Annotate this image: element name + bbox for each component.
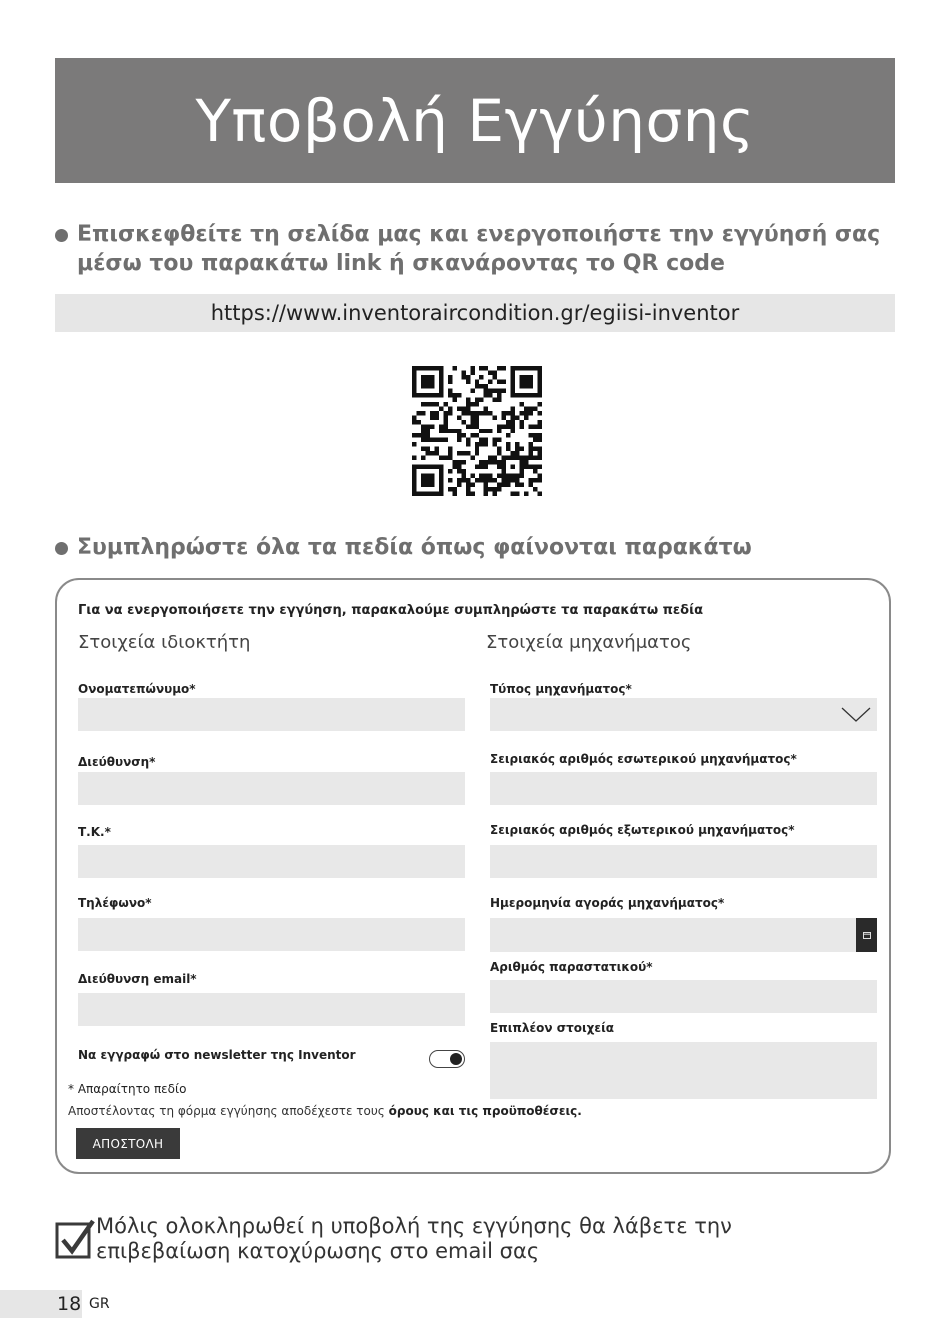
- outdoor-serial-input[interactable]: [490, 845, 877, 878]
- owner-section-title: Στοιχεία ιδιοκτήτη: [78, 632, 251, 653]
- calendar-icon: [863, 931, 871, 939]
- purchase-date-input[interactable]: [490, 918, 877, 952]
- checkbox-check-icon: [55, 1218, 95, 1260]
- confirmation-text: Μόλις ολοκληρωθεί η υποβολή της εγγύησης θα λάβετε την επιβεβαίωση κατοχύρωσης στο email σας: [96, 1214, 732, 1263]
- fill-bullet: [55, 533, 885, 562]
- machine-section-title: Στοιχεία μηχανήματος: [486, 632, 692, 653]
- submit-button[interactable]: ΑΠΟΣΤΟΛΗ: [76, 1128, 180, 1159]
- indoor-serial-label: Σειριακός αριθμός εσωτερικού μηχανήματος*: [490, 752, 797, 766]
- newsletter-toggle[interactable]: [429, 1050, 465, 1068]
- name-input[interactable]: [78, 698, 465, 731]
- terms-text: [68, 1104, 582, 1118]
- invoice-input[interactable]: [490, 980, 877, 1013]
- page-title: Υποβολή Εγγύησης: [195, 86, 755, 155]
- terms-link[interactable]: όρους και τις προϋποθέσεις.: [388, 1104, 582, 1118]
- page-number: 18: [57, 1293, 82, 1315]
- invoice-label: Αριθμός παραστατικού*: [490, 960, 653, 974]
- email-input[interactable]: [78, 993, 465, 1026]
- bullet-dot-icon: [55, 542, 68, 555]
- purchase-date-label: Ημερομηνία αγοράς μηχανήματος*: [490, 896, 725, 910]
- machine-type-select[interactable]: [490, 698, 877, 731]
- url-link[interactable]: https://www.inventoraircondition.gr/egiisi-inventor: [55, 294, 895, 332]
- extra-label: Επιπλέον στοιχεία: [490, 1021, 614, 1035]
- title-banner: [55, 58, 895, 183]
- intro-text: Επισκεφθείτε τη σελίδα μας και ενεργοποιήστε την εγγύησή σας μέσω του παρακάτω link ή σκανάροντας το QR code: [77, 222, 881, 276]
- fill-text: Συμπληρώστε όλα τα πεδία όπως φαίνονται παρακάτω: [77, 535, 752, 560]
- required-note: * Απαραίτητο πεδίο: [68, 1082, 187, 1096]
- indoor-serial-input[interactable]: [490, 772, 877, 805]
- bullet-dot-icon: [55, 229, 68, 242]
- form-intro: Για να ενεργοποιήσετε την εγγύηση, παρακαλούμε συμπληρώστε τα παρακάτω πεδία: [78, 603, 704, 618]
- machine-type-label: Τύπος μηχανήματος*: [490, 682, 632, 696]
- address-input[interactable]: [78, 772, 465, 805]
- terms-prefix: Αποστέλοντας τη φόρμα εγγύησης αποδέχεστε τους: [68, 1104, 385, 1118]
- name-label: Ονοματεπώνυμο*: [78, 682, 196, 696]
- intro-bullet: [55, 220, 885, 278]
- qr-code-icon: [412, 366, 542, 496]
- chevron-down-icon: [841, 706, 871, 724]
- toggle-knob: [450, 1053, 462, 1065]
- phone-input[interactable]: [78, 918, 465, 951]
- outdoor-serial-label: Σειριακός αριθμός εξωτερικού μηχανήματος*: [490, 823, 795, 837]
- phone-label: Τηλέφωνο*: [78, 896, 152, 910]
- calendar-button[interactable]: [856, 918, 877, 952]
- language-code: GR: [89, 1296, 110, 1312]
- email-label: Διεύθυνση email*: [78, 972, 197, 986]
- zip-label: Τ.Κ.*: [78, 825, 111, 839]
- zip-input[interactable]: [78, 845, 465, 878]
- newsletter-label: Να εγγραφώ στο newsletter της Inventor: [78, 1048, 356, 1062]
- extra-textarea[interactable]: [490, 1042, 877, 1099]
- address-label: Διεύθυνση*: [78, 755, 156, 769]
